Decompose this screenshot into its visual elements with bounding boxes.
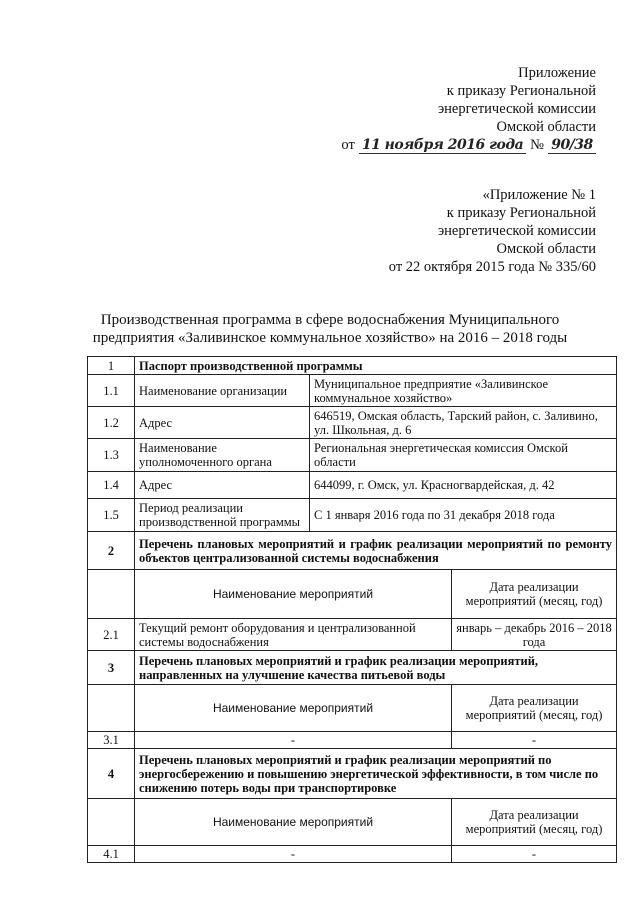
section-title: Перечень плановых мероприятий и график реализации мероприятий по энергосбережению и повышению энергетической эффективности, в том числе по снижению потерь воды при транспортировке [135,749,617,799]
order-date-line [341,136,596,154]
column-header-name: Наименование мероприятий [135,799,452,846]
table-row [88,570,617,619]
row-value: 646519, Омская область, Тарский район, с. Заливино, ул. Школьная, д. 6 [310,407,617,439]
section-number: 4 [88,749,135,799]
row-label: Наименование организации [135,375,310,407]
section-title: Перечень плановых мероприятий и график реализации мероприятий по ремонту объектов централизованной системы водоснабжения [135,532,617,570]
measure-name: - [135,846,452,863]
measure-date: - [452,732,617,749]
section-number: 3 [88,651,135,685]
table-row [88,732,617,749]
header-line: энергетической комиссии [437,223,596,239]
row-number: 1.4 [88,472,135,499]
column-header-name: Наименование мероприятий [135,685,452,732]
column-header-date: Дата реализации мероприятий (месяц, год) [452,570,617,619]
row-label: Адрес [135,407,310,439]
measure-date: январь – декабрь 2016 – 2018 года [452,619,617,651]
table-row [88,749,617,799]
column-header-name: Наименование мероприятий [135,570,452,619]
row-number: 3.1 [88,732,135,749]
number-sign: № [530,137,544,153]
table-row [88,407,617,439]
row-number: 1.2 [88,407,135,439]
handwritten-date: 11 ноября 2016 года [359,137,526,154]
header-line: Приложение [518,65,596,81]
table-row [88,357,617,375]
section-title: Паспорт производственной программы [135,357,617,375]
title-line: предприятия «Заливинское коммунальное хозяйство» на 2016 – 2018 годы [92,330,568,346]
table-row [88,375,617,407]
section-title: Перечень плановых мероприятий и график реализации мероприятий, направленных на улучшение качества питьевой воды [135,651,617,685]
table-row [88,472,617,499]
empty-cell [88,685,135,732]
row-value: Муниципальное предприятие «Заливинское коммунальное хозяйство» [310,375,617,407]
row-number: 1.3 [88,439,135,472]
row-label: Адрес [135,472,310,499]
original-appendix-header [389,186,596,276]
empty-cell [88,570,135,619]
section-number: 2 [88,532,135,570]
handwritten-number: 90/38 [548,137,596,154]
row-number: 1.1 [88,375,135,407]
row-value: Региональная энергетическая комиссия Омской области [310,439,617,472]
column-header-date: Дата реализации мероприятий (месяц, год) [452,799,617,846]
title-line: Производственная программа в сфере водоснабжения Муниципального [100,312,560,328]
measure-name: - [135,732,452,749]
table-row [88,619,617,651]
measure-date: - [452,846,617,863]
appendix-header [341,64,596,154]
row-number: 4.1 [88,846,135,863]
header-line: Омской области [496,119,596,135]
column-header-date: Дата реализации мероприятий (месяц, год) [452,685,617,732]
header-line: Омской области [496,241,596,257]
row-number: 2.1 [88,619,135,651]
row-value: 644099, г. Омск, ул. Красногвардейская, д. 42 [310,472,617,499]
header-line: к приказу Региональной [446,205,596,221]
row-label: Период реализации производственной программы [135,499,310,532]
header-line: к приказу Региональной [446,83,596,99]
row-value: С 1 января 2016 года по 31 декабря 2018 года [310,499,617,532]
measure-name: Текущий ремонт оборудования и централизованной системы водоснабжения [135,619,452,651]
document-title [60,311,600,347]
table-row [88,532,617,570]
table-row [88,439,617,472]
table-row [88,499,617,532]
table-row [88,799,617,846]
table-row [88,685,617,732]
row-label: Наименование уполномоченного органа [135,439,310,472]
header-line: «Приложение № 1 [482,187,596,203]
empty-cell [88,799,135,846]
header-line: энергетической комиссии [437,101,596,117]
program-table [87,356,617,863]
section-number: 1 [88,357,135,375]
table-row [88,651,617,685]
row-number: 1.5 [88,499,135,532]
table-row [88,846,617,863]
header-line: от 22 октября 2015 года № 335/60 [388,259,596,275]
date-prefix: от [341,137,355,153]
